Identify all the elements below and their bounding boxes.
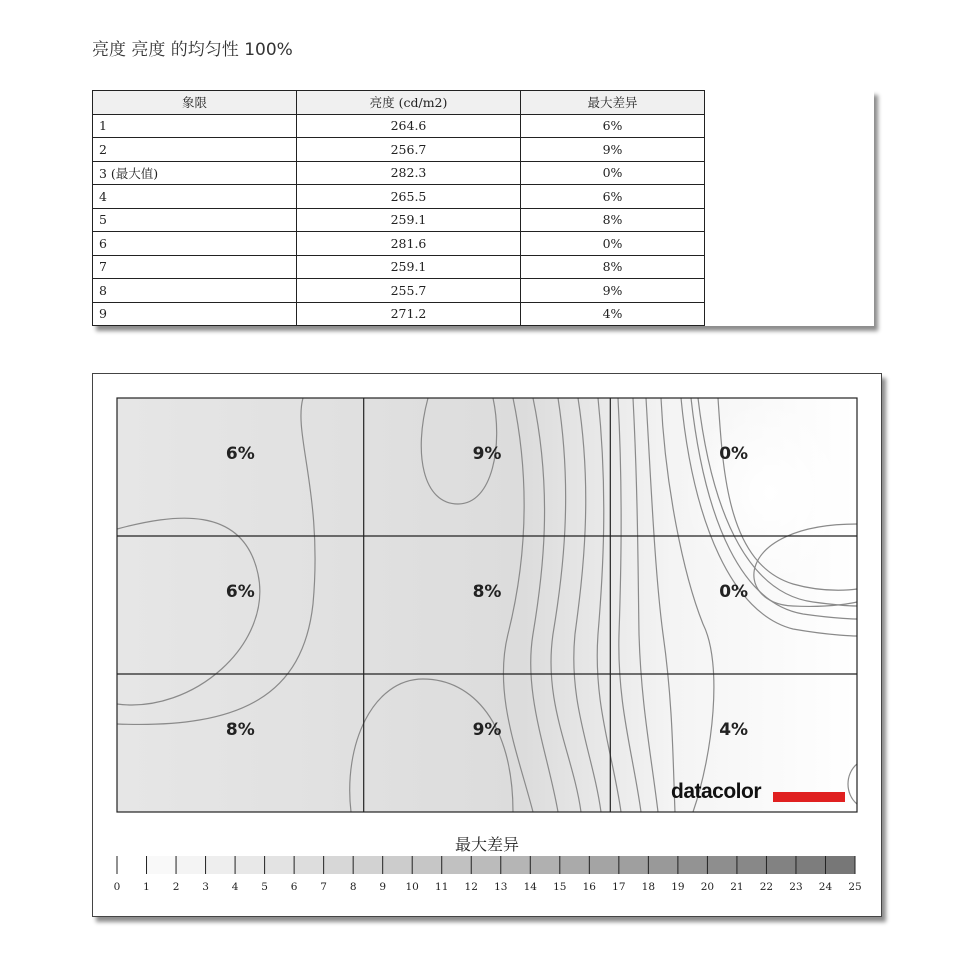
scale-tick-label: 11	[435, 881, 449, 893]
table-row	[93, 302, 705, 326]
scale-tick-label: 12	[464, 881, 478, 893]
bright-zone	[683, 398, 857, 588]
scale-segment	[648, 856, 678, 874]
scale-tick-labels	[114, 881, 862, 893]
scale-tick-label: 22	[759, 881, 774, 893]
scale-tick-label: 5	[261, 881, 268, 893]
scale-segment	[707, 856, 737, 874]
luminance-table-card	[92, 90, 874, 326]
scale-segment	[353, 856, 383, 874]
cell-luminance: 281.6	[297, 232, 521, 256]
scale-segment	[176, 856, 206, 874]
cell-label-r1c1: 6%	[225, 444, 255, 464]
cell-quadrant: 3 (最大值)	[93, 161, 297, 185]
table-row	[93, 232, 705, 256]
cell-luminance: 265.5	[297, 185, 521, 209]
cell-max-diff: 0%	[521, 232, 705, 256]
scale-tick-label: 17	[612, 881, 626, 893]
scale-segment	[412, 856, 442, 874]
datacolor-logo: datacolor	[671, 780, 762, 803]
cell-label-r2c3: 0%	[719, 582, 749, 602]
table-row	[93, 255, 705, 279]
scale-segment	[501, 856, 531, 874]
scale-segment	[147, 856, 177, 874]
cell-luminance: 271.2	[297, 302, 521, 326]
cell-luminance: 255.7	[297, 279, 521, 303]
cell-quadrant: 2	[93, 138, 297, 162]
table-row	[93, 138, 705, 162]
scale-segment	[235, 856, 265, 874]
cell-quadrant: 1	[93, 114, 297, 138]
scale-segment	[117, 856, 147, 874]
scale-tick-label: 7	[320, 881, 327, 893]
scale-segment	[678, 856, 708, 874]
cell-max-diff: 6%	[521, 114, 705, 138]
scale-tick-label: 1	[143, 881, 150, 893]
cell-max-diff: 0%	[521, 161, 705, 185]
scale-tick-label: 9	[379, 881, 387, 893]
scale-segment	[619, 856, 649, 874]
header-luminance: 亮度 (cd/m2)	[297, 91, 521, 115]
scale-segment	[737, 856, 767, 874]
cell-max-diff: 4%	[521, 302, 705, 326]
scale-tick-label: 23	[789, 881, 803, 893]
cell-max-diff: 6%	[521, 185, 705, 209]
scale-segment	[796, 856, 826, 874]
cell-luminance: 256.7	[297, 138, 521, 162]
cell-max-diff: 9%	[521, 138, 705, 162]
table-header-row	[93, 91, 705, 115]
cell-max-diff: 9%	[521, 279, 705, 303]
table-row	[93, 185, 705, 209]
table-row	[93, 279, 705, 303]
page-title: 亮度 亮度 的均匀性 100%	[92, 40, 293, 60]
cell-label-r2c2: 8%	[472, 582, 502, 602]
scale-segment	[560, 856, 590, 874]
scale-tick-label: 14	[523, 881, 537, 893]
scale-segment	[324, 856, 354, 874]
scale-tick-label: 3	[202, 881, 209, 893]
scale-tick-label: 2	[172, 881, 180, 893]
cell-label-r3c2: 9%	[472, 720, 502, 740]
luminance-table	[92, 90, 705, 326]
scale-tick-label: 25	[848, 881, 862, 893]
cell-max-diff: 8%	[521, 208, 705, 232]
scale-segment	[442, 856, 472, 874]
cell-max-diff: 8%	[521, 255, 705, 279]
scale-tick-label: 19	[671, 881, 685, 893]
heatmap-plot	[117, 398, 857, 812]
scale-tick-label: 21	[730, 881, 744, 893]
scale-tick-label: 15	[553, 881, 567, 893]
scale-tick-label: 0	[113, 881, 121, 893]
cell-label-r1c2: 9%	[472, 444, 502, 464]
cell-label-r2c1: 6%	[225, 582, 255, 602]
scale-tick-label: 18	[641, 881, 656, 893]
header-quadrant: 象限	[93, 91, 297, 115]
scale-segment	[471, 856, 501, 874]
cell-quadrant: 7	[93, 255, 297, 279]
scale-tick-label: 13	[494, 881, 508, 893]
header-max-diff: 最大差异	[521, 91, 705, 115]
table-row	[93, 114, 705, 138]
scale-segment	[825, 856, 855, 874]
cell-quadrant: 5	[93, 208, 297, 232]
scale-tick-label: 20	[700, 881, 715, 893]
cell-label-r1c3: 0%	[719, 444, 749, 464]
color-scale	[117, 856, 855, 874]
scale-tick-label: 6	[290, 881, 298, 893]
uniformity-chart-card	[92, 373, 882, 917]
datacolor-logo-bar	[773, 792, 845, 802]
cell-luminance: 264.6	[297, 114, 521, 138]
scale-tick-label: 4	[231, 881, 239, 893]
cell-quadrant: 6	[93, 232, 297, 256]
scale-segment	[766, 856, 796, 874]
scale-tick-label: 10	[405, 881, 419, 893]
cell-luminance: 259.1	[297, 255, 521, 279]
scale-segment	[530, 856, 560, 874]
scale-segment	[206, 856, 236, 874]
scale-segment	[383, 856, 413, 874]
cell-label-r3c3: 4%	[719, 720, 749, 740]
scale-segment	[265, 856, 295, 874]
cell-quadrant: 8	[93, 279, 297, 303]
cell-quadrant: 9	[93, 302, 297, 326]
table-row	[93, 208, 705, 232]
scale-tick-label: 16	[582, 881, 597, 893]
scale-segment	[294, 856, 324, 874]
scale-segment	[589, 856, 619, 874]
cell-quadrant: 4	[93, 185, 297, 209]
scale-title: 最大差异	[454, 835, 519, 854]
scale-tick-label: 8	[349, 881, 357, 893]
cell-label-r3c1: 8%	[225, 720, 255, 740]
cell-luminance: 282.3	[297, 161, 521, 185]
table-row	[93, 161, 705, 185]
scale-tick-label: 24	[818, 881, 833, 893]
cell-luminance: 259.1	[297, 208, 521, 232]
